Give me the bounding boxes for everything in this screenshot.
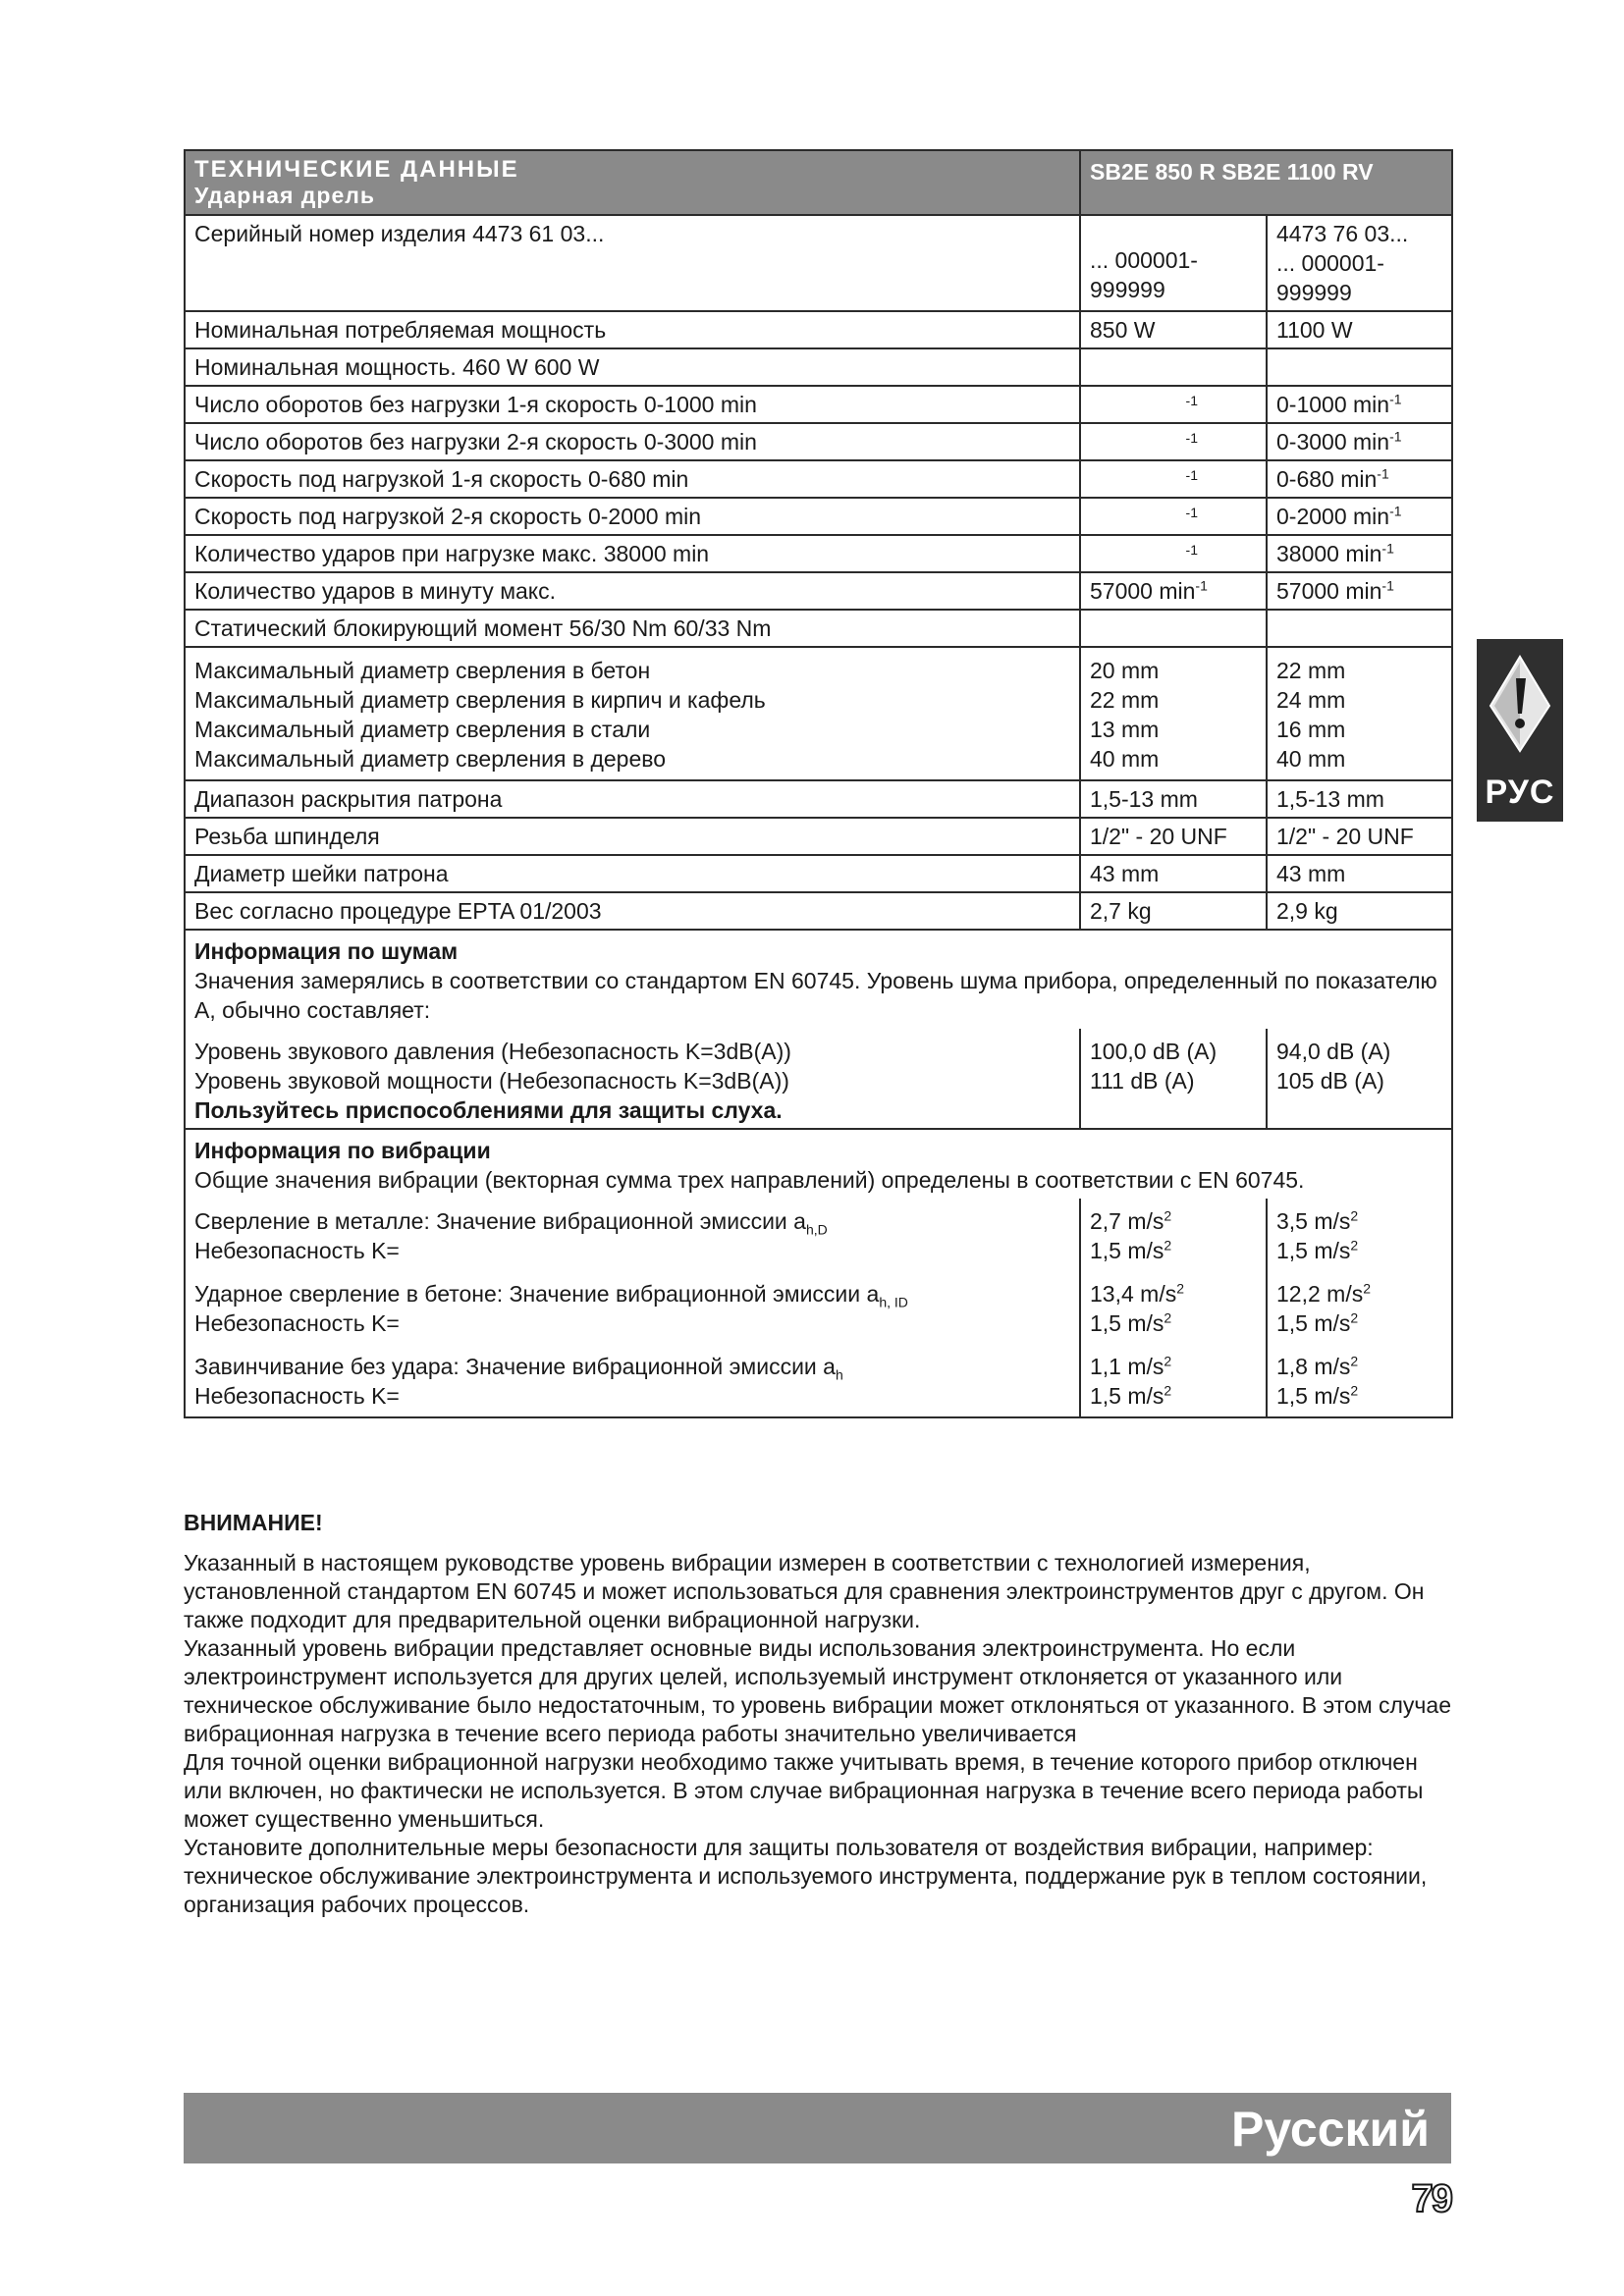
row-value-1: 57000 $\min^{-1}$ bbox=[1080, 572, 1267, 610]
vibration-values-2: 3,5 $m/s^2$ 1,5 $m/s^2$ 12,2 $m/s^2$ 1,5 $m/s^2$ 1,8 $m/s^2$ 1,5 $m/s^2$ bbox=[1267, 1199, 1452, 1417]
model-names: SB2E 850 R SB2E 1100 RV bbox=[1090, 159, 1374, 185]
table-row-stall-torque bbox=[185, 610, 1452, 647]
table-row-load-speed-2 bbox=[185, 498, 1452, 535]
notice-paragraph-1: Указанный в настоящем руководстве уровень вибрации измерен в соответствии с технологией измерения, установленной стандартом EN 60745 и может использоваться для сравнения электроинструментов друг с другом. Он также подходит для предварительной оценки вибрационной нагрузки. bbox=[184, 1550, 1425, 1632]
row-value-2: 0-2000 $\min^{-1}$ bbox=[1267, 498, 1452, 535]
row-label: Вес согласно процедуре EPTA 01/2003 bbox=[185, 892, 1080, 930]
row-value-1: -1 bbox=[1080, 498, 1267, 535]
vibration-intro: Общие значения вибрации (векторная сумма трех направлений) определены в соответствии с EN 60745. bbox=[194, 1167, 1305, 1193]
row-value-2: 1/2" - 20 UNF bbox=[1267, 818, 1452, 855]
row-value-1: 1,5-13 mm bbox=[1080, 780, 1267, 818]
vibration-section-header bbox=[185, 1129, 1452, 1199]
table-row-rated-input bbox=[185, 311, 1452, 348]
row-value-2: 0-1000 $\min^{-1}$ bbox=[1267, 386, 1452, 423]
notice-paragraph-3: Для точной оценки вибрационной нагрузки необходимо также учитывать время, в течение которого прибор отключен или включен, но фактически не используется. В этом случае вибрационная нагрузка в течение всего периода работы может существенно уменьшиться. bbox=[184, 1749, 1424, 1832]
row-label: Число оборотов без нагрузки 1-я скорость 0-1000 min bbox=[185, 386, 1080, 423]
row-value-2: 38000 $\min^{-1}$ bbox=[1267, 535, 1452, 572]
footer-language: Русский bbox=[1230, 2102, 1430, 2157]
row-value-2: 1100 W bbox=[1267, 311, 1452, 348]
row-value-1: ... 000001-999999 bbox=[1080, 215, 1267, 311]
noise-labels: Уровень звукового давления (Небезопасность K=3dB(A)) Уровень звуковой мощности (Небезопасность K=3dB(A)) Пользуйтесь приспособлениями для защиты слуха. bbox=[185, 1029, 1080, 1129]
row-label: Диаметр шейки патрона bbox=[185, 855, 1080, 892]
vib-concrete-label: Ударное сверление в бетоне: Значение вибрационной эмиссии $a_{h, ID}$ bbox=[194, 1281, 908, 1310]
page-number: 79 bbox=[1411, 2177, 1451, 2220]
row-label: Номинальная потребляемая мощность bbox=[185, 311, 1080, 348]
technical-data-table bbox=[184, 149, 1453, 1418]
vibration-labels bbox=[185, 1199, 1080, 1417]
row-value-2: 4473 76 03... ... 000001-999999 bbox=[1267, 215, 1452, 311]
row-value-2: 0-3000 $\min^{-1}$ bbox=[1267, 423, 1452, 460]
notice-paragraph-2: Указанный уровень вибрации представляет основные виды использования электроинструмента. Но если электроинструмент используется для других целей, используемый инструмент отклоняется от указанного или техническое обслуживание было недостаточным, то уровень вибрации может отклоняться от указанного. В этом случае вибрационная нагрузка в течение всего периода работы значительно увеличивается bbox=[184, 1635, 1451, 1746]
vib-screw-k-label: Небезопасность K= bbox=[194, 1383, 400, 1409]
row-value-2: 22 mm 24 mm 16 mm 40 mm bbox=[1267, 647, 1452, 780]
vib-metal-label: Сверление в металле: Значение вибрационной эмиссии $a_{h,D}$ bbox=[194, 1208, 828, 1238]
row-value-1: -1 bbox=[1080, 423, 1267, 460]
vibration-title: Информация по вибрации bbox=[194, 1138, 491, 1163]
row-value-1: 43 mm bbox=[1080, 855, 1267, 892]
table-row-serial bbox=[185, 215, 1452, 311]
table-row-impact-rate-max bbox=[185, 572, 1452, 610]
row-value-1 bbox=[1080, 610, 1267, 647]
table-header bbox=[185, 150, 1452, 215]
noise-intro: Значения замерялись в соответствии со стандартом EN 60745. Уровень шума прибора, определенный по показателю А, обычно составляет: bbox=[194, 968, 1437, 1023]
table-row-spindle-thread bbox=[185, 818, 1452, 855]
models-cell bbox=[1080, 150, 1374, 215]
row-value-2: 0-680 $\min^{-1}$ bbox=[1267, 460, 1452, 498]
vibration-intro-cell bbox=[185, 1129, 1452, 1199]
table-row-weight bbox=[185, 892, 1452, 930]
row-value-2 bbox=[1267, 610, 1452, 647]
row-label: Серийный номер изделия 4473 61 03... bbox=[185, 215, 1080, 311]
row-label: Максимальный диаметр сверления в бетон Максимальный диаметр сверления в кирпич и кафель Максимальный диаметр сверления в стали Максимальный диаметр сверления в дерево bbox=[185, 647, 1080, 780]
noise-values-2: 94,0 dB (A) 105 dB (A) bbox=[1267, 1029, 1452, 1129]
noise-values-row bbox=[185, 1029, 1452, 1129]
row-label: Статический блокирующий момент 56/30 Nm 60/33 Nm bbox=[185, 610, 1080, 647]
language-code: РУС bbox=[1485, 774, 1555, 811]
warning-icon bbox=[1487, 649, 1553, 757]
vib-screw-label: Завинчивание без удара: Значение вибрационной эмиссии $a_h$ bbox=[194, 1354, 843, 1383]
row-label: Номинальная мощность. 460 W 600 W bbox=[185, 348, 1080, 386]
row-label: Скорость под нагрузкой 1-я скорость 0-680 min bbox=[185, 460, 1080, 498]
vib-concrete-k-label: Небезопасность K= bbox=[194, 1310, 400, 1336]
table-title-cell bbox=[185, 150, 1080, 215]
table-subtitle: Ударная дрель bbox=[194, 183, 375, 208]
table-row-chuck-range bbox=[185, 780, 1452, 818]
notice-title: ВНИМАНИЕ! bbox=[184, 1510, 323, 1535]
row-value-1: -1 bbox=[1080, 460, 1267, 498]
row-value-2: 43 mm bbox=[1267, 855, 1452, 892]
footer-language-bar bbox=[184, 2093, 1451, 2163]
table-row-noload-speed-1 bbox=[185, 386, 1452, 423]
table-row-drill-capacity bbox=[185, 647, 1452, 780]
row-value-1 bbox=[1080, 348, 1267, 386]
vib-metal-k-label: Небезопасность K= bbox=[194, 1238, 400, 1263]
row-value-1: 1/2" - 20 UNF bbox=[1080, 818, 1267, 855]
row-value-1: 850 W bbox=[1080, 311, 1267, 348]
hearing-protection-warning: Пользуйтесь приспособлениями для защиты слуха. bbox=[194, 1097, 783, 1123]
row-label: Количество ударов при нагрузке макс. 38000 min bbox=[185, 535, 1080, 572]
table-row-noload-speed-2 bbox=[185, 423, 1452, 460]
row-value-2: 2,9 kg bbox=[1267, 892, 1452, 930]
row-value-2: 1,5-13 mm bbox=[1267, 780, 1452, 818]
row-value-1: -1 bbox=[1080, 535, 1267, 572]
vibration-values-row bbox=[185, 1199, 1452, 1417]
table-title: ТЕХНИЧЕСКИЕ ДАННЫЕ bbox=[194, 156, 519, 183]
row-label: Число оборотов без нагрузки 2-я скорость 0-3000 min bbox=[185, 423, 1080, 460]
row-value-2: 57000 $\min^{-1}$ bbox=[1267, 572, 1452, 610]
table-row-chuck-neck bbox=[185, 855, 1452, 892]
row-value-2 bbox=[1267, 348, 1452, 386]
noise-intro-cell bbox=[185, 930, 1452, 1029]
row-label: Резьба шпинделя bbox=[185, 818, 1080, 855]
row-label: Количество ударов в минуту макс. bbox=[185, 572, 1080, 610]
warning-notice bbox=[184, 1509, 1451, 1919]
table-row-impact-rate-load bbox=[185, 535, 1452, 572]
noise-section-header bbox=[185, 930, 1452, 1029]
table-row-rated-output bbox=[185, 348, 1452, 386]
vibration-values-1: 2,7 $m/s^2$ 1,5 $m/s^2$ 13,4 $m/s^2$ 1,5 $m/s^2$ 1,1 $m/s^2$ 1,5 $m/s^2$ bbox=[1080, 1199, 1267, 1417]
row-value-1: -1 bbox=[1080, 386, 1267, 423]
noise-values-1: 100,0 dB (A) 111 dB (A) bbox=[1080, 1029, 1267, 1129]
notice-paragraph-4: Установите дополнительные меры безопасности для защиты пользователя от воздействия вибрации, например: техническое обслуживание электроинструмента и используемого инструмента, поддержание рук в теплом состоянии, организация рабочих процессов. bbox=[184, 1835, 1428, 1917]
row-label: Скорость под нагрузкой 2-я скорость 0-2000 min bbox=[185, 498, 1080, 535]
row-value-1: 20 mm 22 mm 13 mm 40 mm bbox=[1080, 647, 1267, 780]
noise-title: Информация по шумам bbox=[194, 938, 459, 964]
row-label: Диапазон раскрытия патрона bbox=[185, 780, 1080, 818]
table-row-load-speed-1 bbox=[185, 460, 1452, 498]
row-value-1: 2,7 kg bbox=[1080, 892, 1267, 930]
language-side-tab bbox=[1477, 639, 1563, 822]
